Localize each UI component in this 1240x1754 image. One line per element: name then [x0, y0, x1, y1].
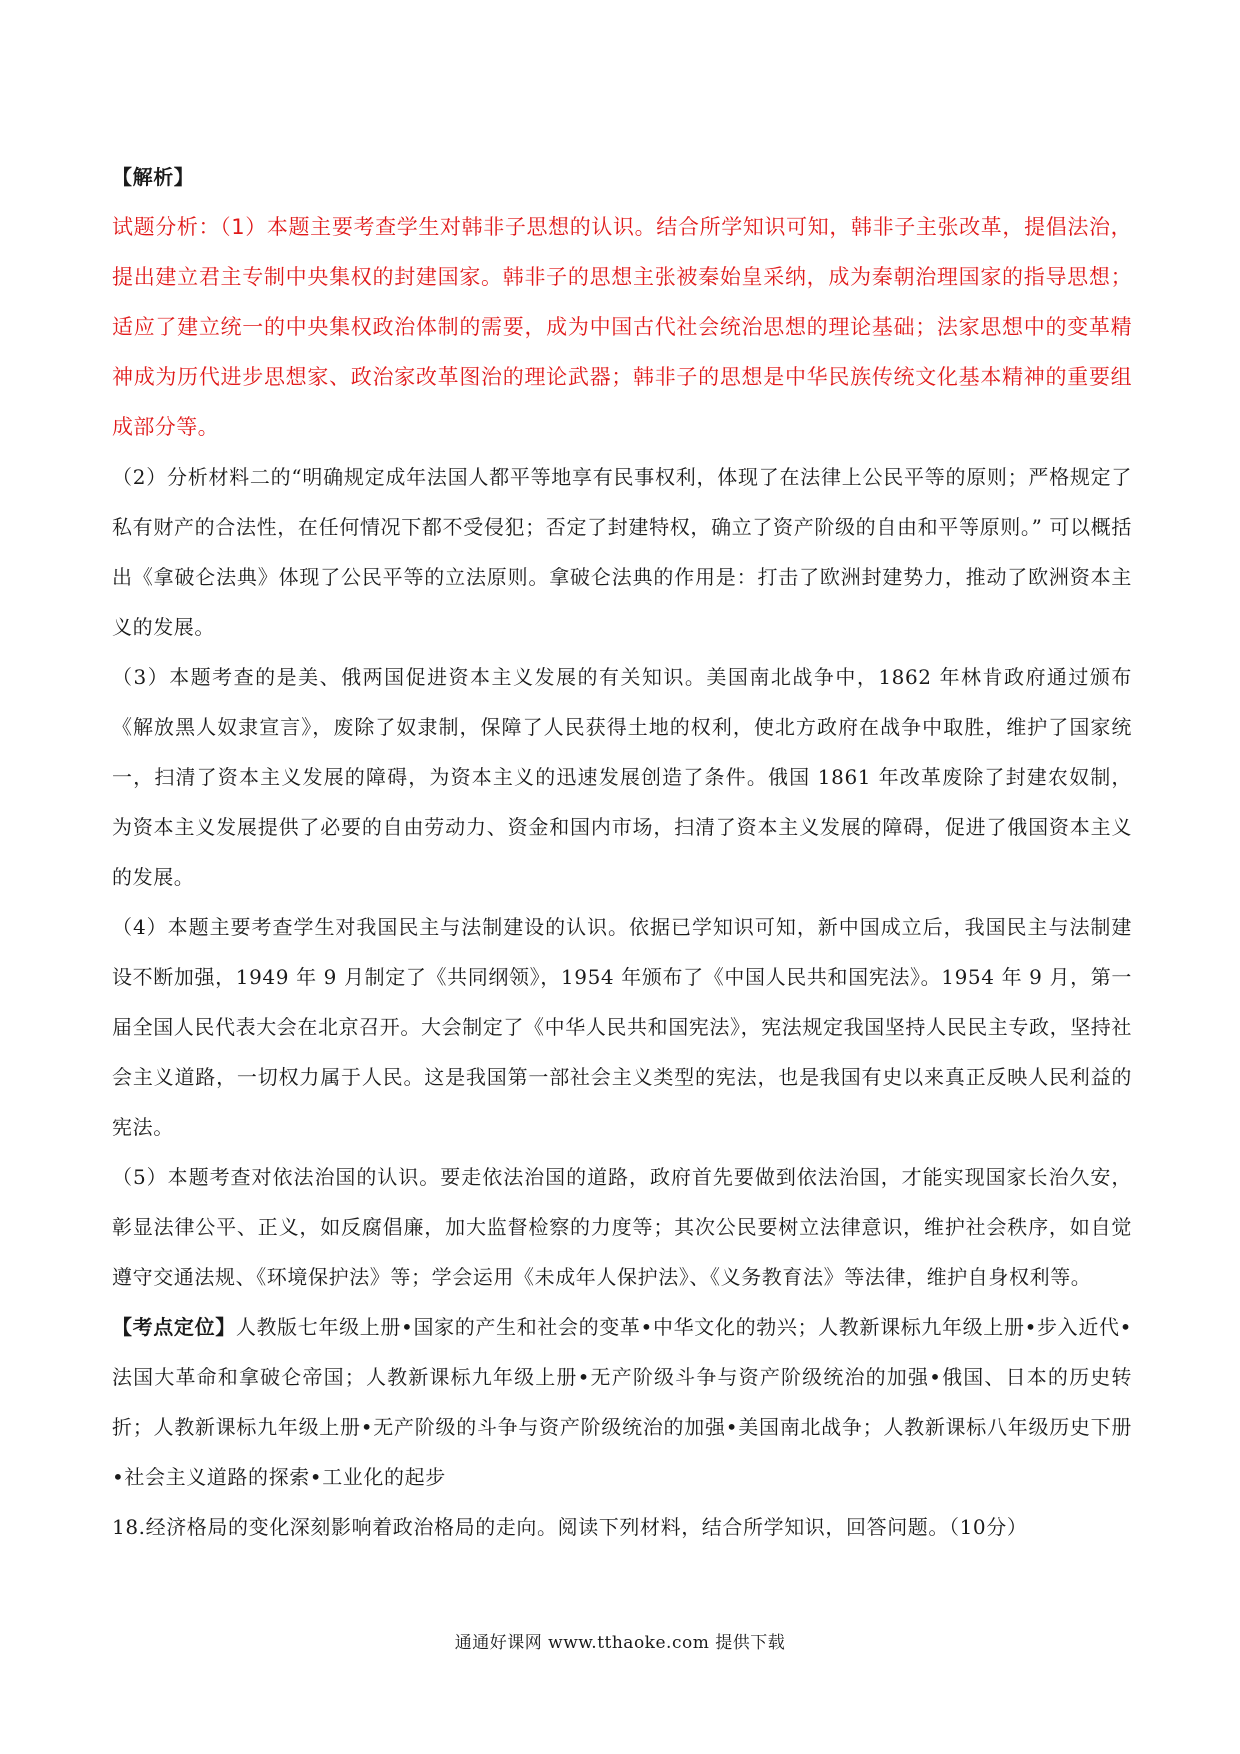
kaodian-label: 【考点定位】: [112, 1315, 236, 1339]
analysis-part1-text: 试题分析：（1）本题主要考查学生对韩非子思想的认识。结合所学知识可知，韩非子主张改革，提倡法治，提出建立君主专制中央集权的封建国家。韩非子的思想主张被秦始皇采纳，成为秦朝治理国家的指导思想；适应了建立统一的中央集权政治体制的需要，成为中国古代社会统治思想的理论基础；法家思想中的变革精神成为历代进步思想家、政治家改革图治的理论武器；韩非子的思想是中华民族传统文化基本精神的重要组成部分等。: [112, 215, 1132, 439]
analysis-part5-text: （5）本题考查对依法治国的认识。要走依法治国的道路，政府首先要做到依法治国，才能实现国家长治久安，彰显法律公平、正义，如反腐倡廉，加大监督检察的力度等；其次公民要树立法律意识，维护社会秩序，如自觉遵守交通法规、《环境保护法》等；学会运用《未成年人保护法》、《义务教育法》等法律，维护自身权利等。: [112, 1165, 1132, 1289]
analysis-part4-text: （4）本题主要考查学生对我国民主与法制建设的认识。依据已学知识可知，新中国成立后，我国民主与法制建设不断加强，1949 年 9 月制定了《共同纲领》，1954 年颁布了《中国人民共和国宪法》。1954 年 9 月，第一届全国人民代表大会在北京召开。大会制定了《中华人民共和国宪法》，宪法规定我国坚持人民民主专政，坚持社会主义道路，一切权力属于人民。这是我国第一部社会主义类型的宪法，也是我国有史以来真正反映人民利益的宪法。: [112, 915, 1132, 1139]
analysis-heading: 【解析】: [112, 165, 195, 189]
question-18: 18.经济格局的变化深刻影响着政治格局的走向。阅读下列材料，结合所学知识，回答问题。（10分）: [112, 1515, 1028, 1539]
analysis-section: [112, 152, 1132, 1552]
analysis-part2-text: （2）分析材料二的“明确规定成年法国人都平等地享有民事权利，体现了在法律上公民平等的原则；严格规定了私有财产的合法性，在任何情况下都不受侵犯；否定了封建特权，确立了资产阶级的自由和平等原则。” 可以概括出《拿破仑法典》体现了公民平等的立法原则。拿破仑法典的作用是：打击了欧洲封建势力，推动了欧洲资本主义的发展。: [112, 465, 1132, 639]
page-footer: 通通好课网 www.tthaoke.com 提供下载: [454, 1633, 786, 1653]
kaodian-text: 人教版七年级上册•国家的产生和社会的变革•中华文化的勃兴；人教新课标九年级上册•步入近代•法国大革命和拿破仑帝国；人教新课标九年级上册•无产阶级斗争与资产阶级统治的加强•俄国、日本的历史转折；人教新课标九年级上册•无产阶级的斗争与资产阶级统治的加强•美国南北战争；人教新课标八年级历史下册•社会主义道路的探索•工业化的起步: [112, 1315, 1133, 1489]
kaodian-paragraph: [112, 1302, 1132, 1502]
analysis-part3-text: （3）本题考查的是美、俄两国促进资本主义发展的有关知识。美国南北战争中，1862 年林肯政府通过颁布《解放黑人奴隶宣言》，废除了奴隶制，保障了人民获得土地的权利，使北方政府在战争中取胜，维护了国家统一，扫清了资本主义发展的障碍，为资本主义的迅速发展创造了条件。俄国 1861 年改革废除了封建农奴制， 为资本主义发展提供了必要的自由劳动力、资金和国内市场，扫清了资本主义发展的障碍，促进了俄国资本主义的发展。: [112, 665, 1132, 889]
